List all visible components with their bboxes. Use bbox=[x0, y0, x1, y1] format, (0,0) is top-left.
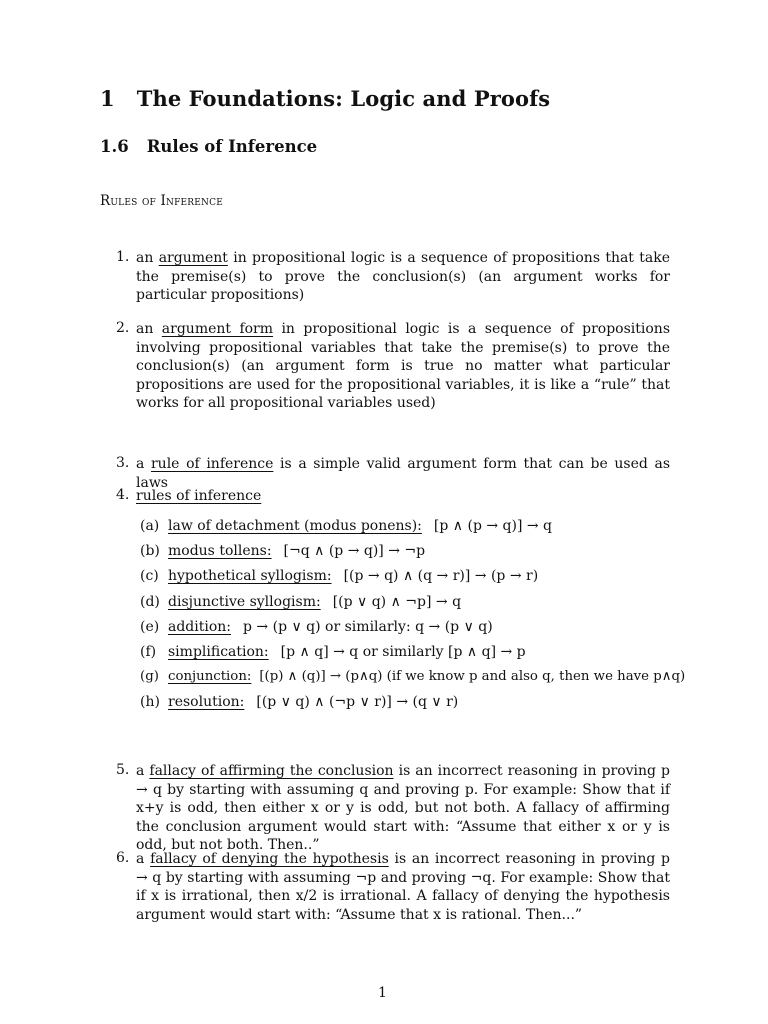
list-item: a fallacy of affirming the conclusion is an incorrect reasoning in proving p → q by starting with assuming q and proving p. For example: Show that if x+y is odd, then either x or y is odd, but not both. A fallacy of affirming the conclusion argument would start with: “Assume that either x or y is odd, but not both. Then..” bbox=[136, 763, 671, 853]
chapter-heading bbox=[100, 86, 550, 111]
rule-label: (g) bbox=[140, 669, 159, 684]
chapter-number: 1 bbox=[100, 86, 115, 111]
rule-item bbox=[140, 644, 526, 660]
rule-formula: [(p ∨ q) ∧ ¬p] → q bbox=[332, 594, 462, 610]
rule-item bbox=[140, 568, 538, 584]
paragraph-heading: Rules of Inference bbox=[100, 193, 223, 209]
rule-name: addition: bbox=[168, 619, 232, 635]
item-number: 6. bbox=[116, 850, 130, 866]
item-number: 3. bbox=[116, 455, 130, 471]
defined-term: argument form bbox=[161, 321, 274, 337]
list-item bbox=[136, 487, 670, 506]
rule-item bbox=[140, 543, 425, 559]
list-item: a fallacy of denying the hypothesis is an incorrect reasoning in proving p → q by starting with assuming ¬p and proving ¬q. For example: Show that if x is irrational, then x/2 is irrational. A fallacy of denying the hypothesis argument would start with: “Assume that x is rational. Then...” bbox=[136, 851, 670, 923]
page-number: 1 bbox=[378, 985, 387, 1001]
rule-formula: [¬q ∧ (p → q)] → ¬p bbox=[283, 543, 426, 559]
defined-term: rules of inference bbox=[136, 488, 262, 504]
defined-term: fallacy of affirming the conclusion bbox=[149, 763, 394, 779]
item-number: 2. bbox=[116, 320, 130, 336]
item-number: 1. bbox=[116, 249, 130, 265]
rule-label: (f) bbox=[140, 644, 157, 660]
rule-item bbox=[140, 669, 685, 684]
list-item: an argument form in propositional logic is a sequence of propositions involving propositional variables that take the premise(s) to prove the conclusion(s) (an argument form is true no matter what particular propositions are used for the propositional variables, it is like a “rule” that works for all propositional variables used) bbox=[136, 321, 670, 411]
list-item: a rule of inference is a simple valid argument form that can be used as laws bbox=[136, 456, 670, 491]
defined-term: fallacy of denying the hypothesis bbox=[150, 851, 389, 867]
item-number: 4. bbox=[116, 487, 130, 503]
rule-name: modus tollens: bbox=[168, 543, 272, 559]
rule-item bbox=[140, 518, 552, 534]
rule-label: (c) bbox=[140, 568, 159, 584]
rule-formula: [p ∧ (p → q)] → q bbox=[433, 518, 553, 534]
rule-formula: p → (p ∨ q) or similarly: q → (p ∨ q) bbox=[243, 619, 493, 635]
rule-name: resolution: bbox=[168, 694, 245, 710]
rule-item bbox=[140, 594, 461, 610]
rule-item bbox=[140, 619, 493, 635]
section-title: Rules of Inference bbox=[146, 137, 318, 156]
rule-formula: [(p → q) ∧ (q → r)] → (p → r) bbox=[343, 568, 539, 584]
rule-label: (e) bbox=[140, 619, 160, 635]
rule-name: disjunctive syllogism: bbox=[168, 594, 321, 610]
rule-formula: [p ∧ q] → q or similarly [p ∧ q] → p bbox=[280, 644, 526, 660]
rule-name: conjunction: bbox=[168, 669, 252, 684]
rule-item bbox=[140, 694, 458, 710]
item-number: 5. bbox=[116, 762, 130, 778]
rule-label: (h) bbox=[140, 694, 160, 710]
rule-name: hypothetical syllogism: bbox=[168, 568, 332, 584]
rule-label: (d) bbox=[140, 594, 160, 610]
rule-name: law of detachment (modus ponens): bbox=[168, 518, 422, 534]
chapter-title: The Foundations: Logic and Proofs bbox=[136, 86, 551, 111]
rule-name: simplification: bbox=[168, 644, 269, 660]
defined-term: argument bbox=[158, 250, 228, 266]
defined-term: rule of inference bbox=[150, 456, 274, 472]
list-item: an argument in propositional logic is a sequence of propositions that take the premise(s) to prove the conclusion(s) (an argument works for particular propositions) bbox=[136, 250, 670, 303]
rule-formula: [(p ∨ q) ∧ (¬p ∨ r)] → (q ∨ r) bbox=[256, 694, 459, 710]
section-heading bbox=[100, 137, 317, 156]
rule-formula: [(p) ∧ (q)] → (p∧q) (if we know p and also q, then we have p∧q) bbox=[259, 669, 686, 684]
section-number: 1.6 bbox=[100, 137, 129, 156]
rule-label: (b) bbox=[140, 543, 160, 559]
rule-label: (a) bbox=[140, 518, 160, 534]
